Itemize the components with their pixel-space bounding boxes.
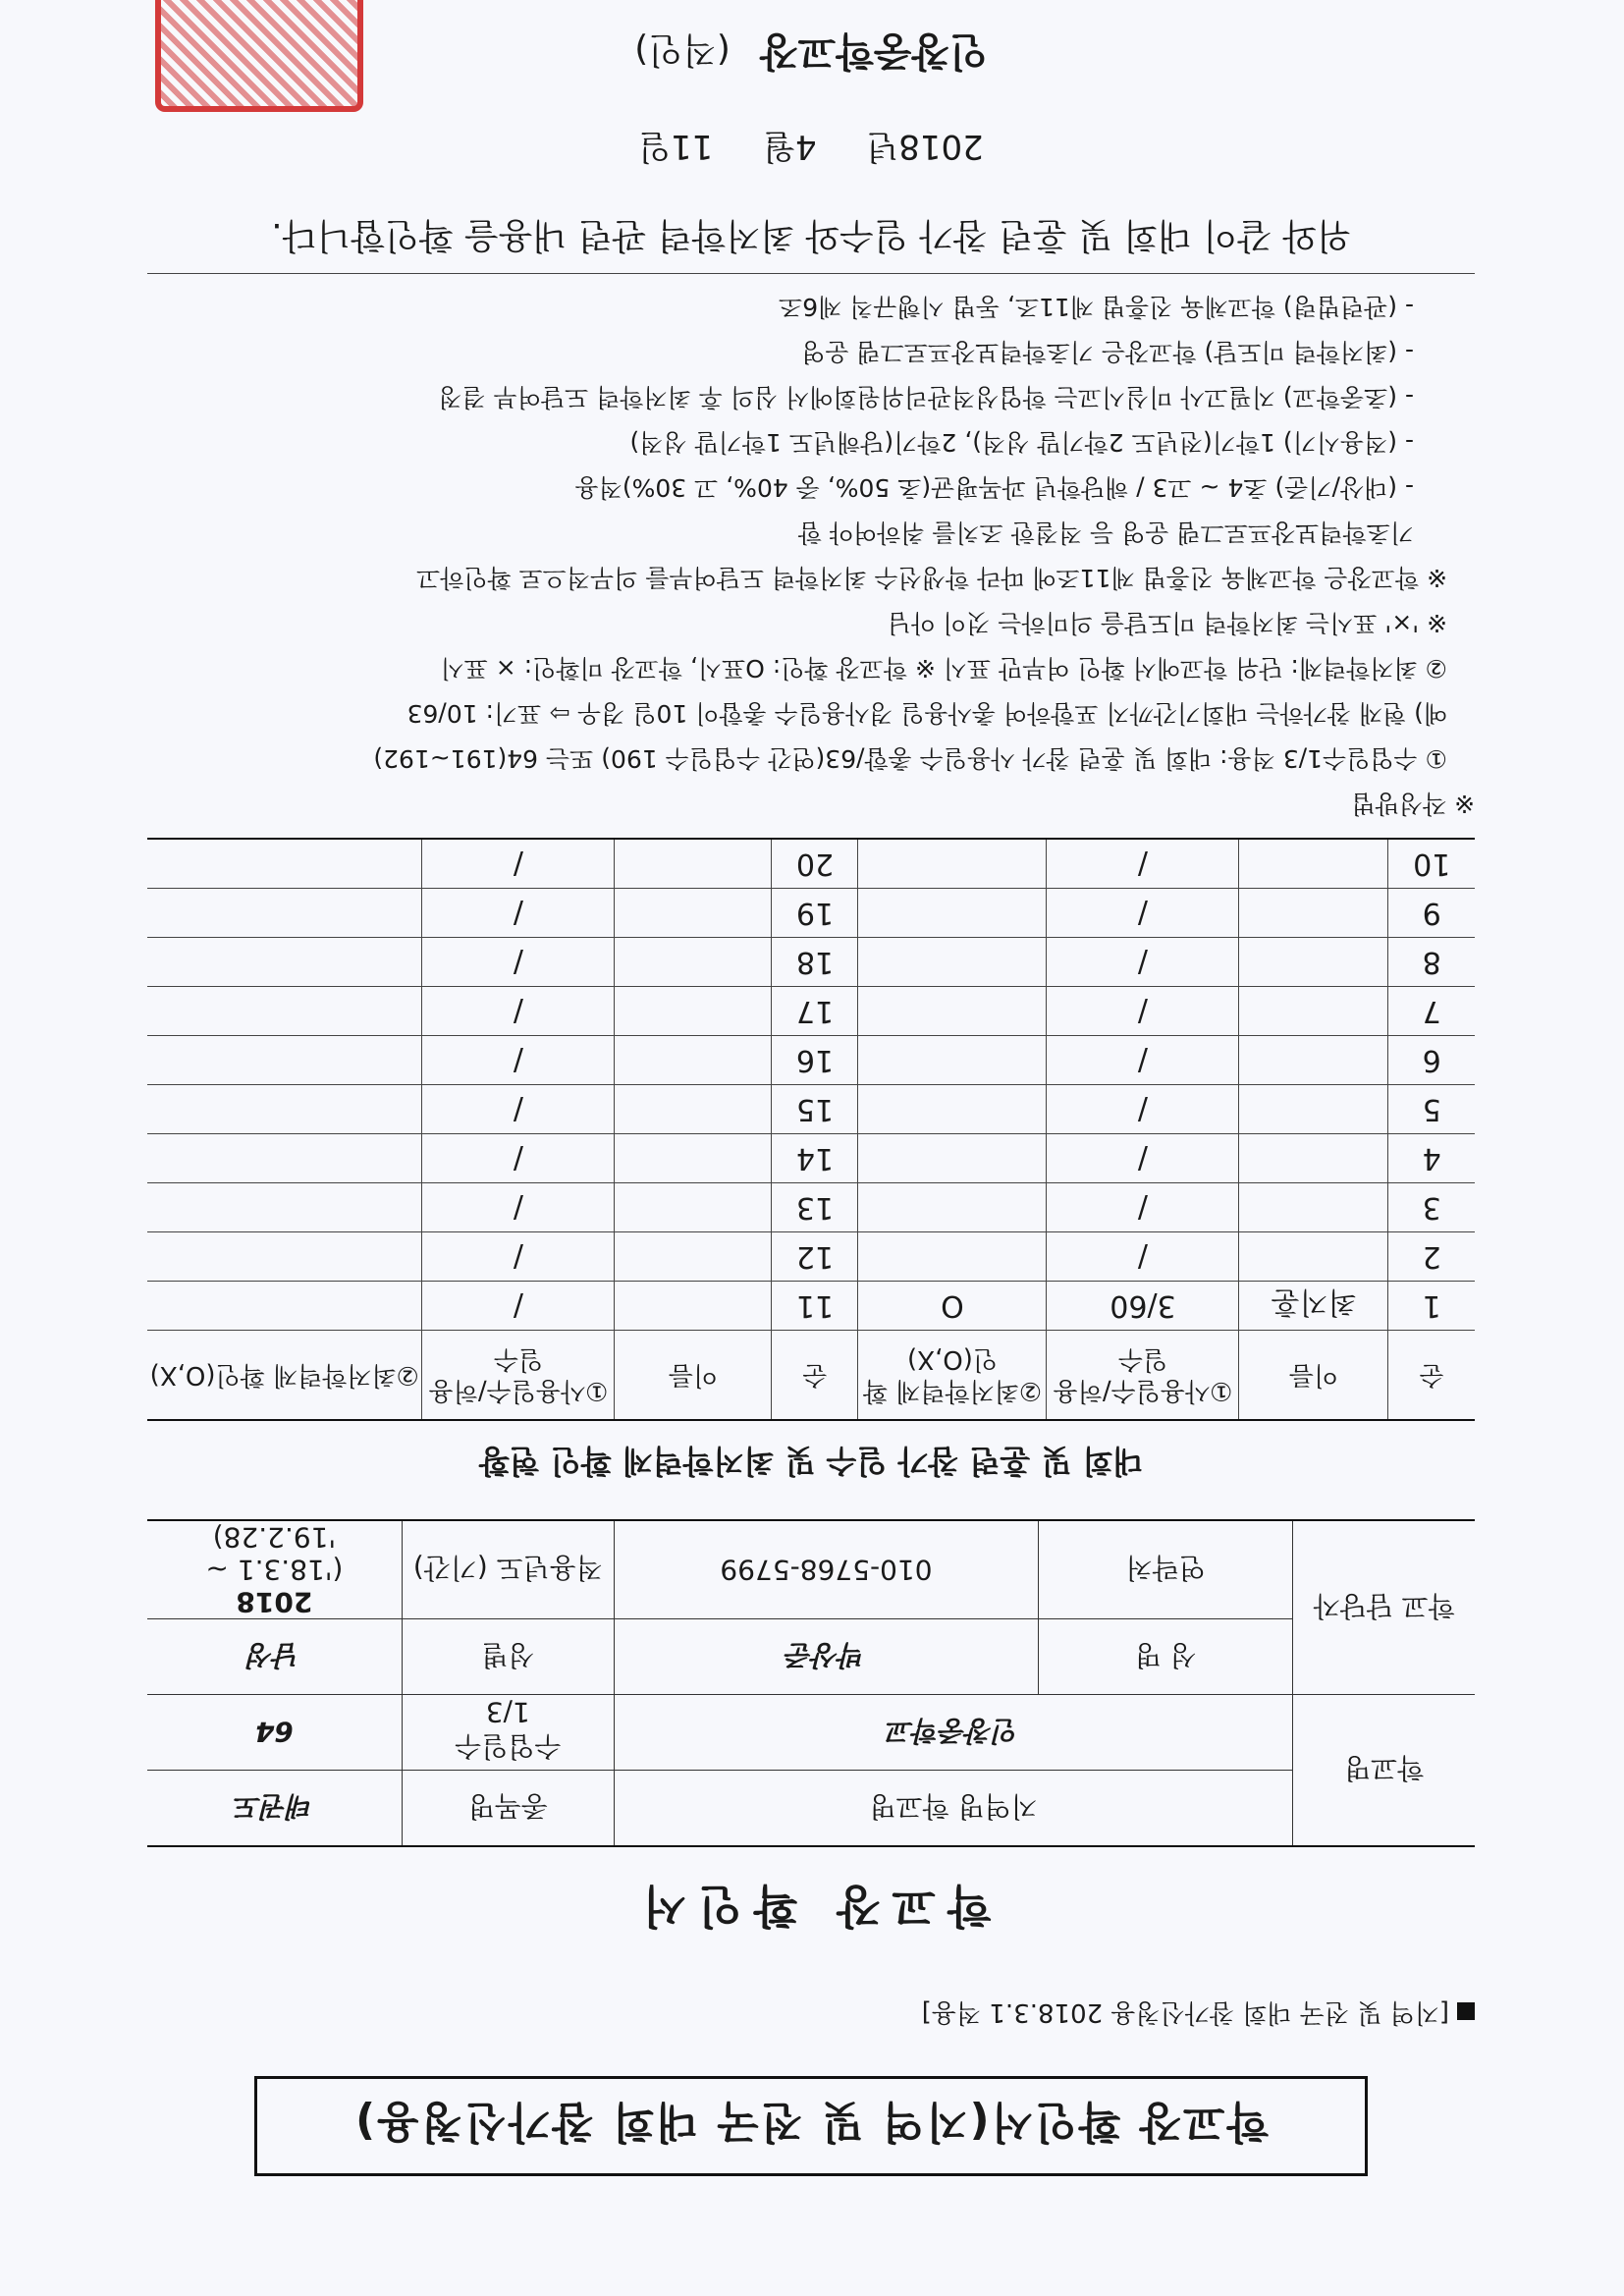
cell-no-left: 3 (1388, 1183, 1475, 1232)
cell-check-left (858, 987, 1047, 1036)
cell-check-left (858, 839, 1047, 889)
cell-name-left (1239, 938, 1388, 987)
cell-no-left: 7 (1388, 987, 1475, 1036)
note-line: ② 최저학력제: 단위 학교에서 확인 여부만 표시 ※ 학교장 확인: O표시, 학교장 미확인: × 표시 (440, 654, 1447, 683)
cell-name-left (1239, 1183, 1388, 1232)
issue-date (147, 126, 1475, 174)
days-label: 수업일수 (455, 1730, 562, 1764)
col-name-right: 이름 (615, 1331, 772, 1421)
main-title: 학교장 확인서 (630, 1880, 992, 1933)
cell-name-right (615, 889, 772, 938)
cell-used-right: / (422, 1134, 615, 1183)
date-year: 2018년 (866, 127, 984, 166)
cell-name-right (615, 1134, 772, 1183)
note-line: ① 수업일수1/3 적용: 대회 및 훈련 참가 사용일수 총합/63(연간 수업일수 190) 또는 64(191~192) (373, 744, 1447, 773)
cell-used-left: / (1047, 1134, 1239, 1183)
days-value: 64 (147, 1695, 402, 1771)
cell-check-left (858, 1036, 1047, 1085)
cell-name-right (615, 938, 772, 987)
cell-used-right: / (422, 1036, 615, 1085)
participation-row (147, 1036, 1475, 1085)
participation-row (147, 1183, 1475, 1232)
cell-check-left: O (858, 1282, 1047, 1331)
cell-no-left: 5 (1388, 1085, 1475, 1134)
application-scope-note (147, 1996, 1475, 2033)
cell-used-left: / (1047, 1232, 1239, 1282)
name-label: 성 명 (1039, 1619, 1293, 1695)
cell-no-left: 4 (1388, 1134, 1475, 1183)
cell-no-right: 11 (772, 1282, 858, 1331)
note-line: - (대상/기준) 초4 ~ 고3 / 해당학년 과목평균(초 50%, 중 40%, 고 30%)적용 (574, 473, 1414, 502)
event-value: 태권도 (147, 1771, 402, 1847)
cell-no-left: 1 (1388, 1282, 1475, 1331)
cell-used-right: / (422, 1282, 615, 1331)
document-body (147, 0, 1475, 2176)
col-no-right: 순 (772, 1331, 858, 1421)
note-line: - (초중학교) 지필고사 미실시교는 학업성적관리위원회에서 심의 후 최저학력 도달여부 결정 (438, 383, 1414, 411)
participation-row (147, 839, 1475, 889)
note-line: ※ 작성방법 (1351, 790, 1475, 818)
cell-no-right: 20 (772, 839, 858, 889)
participation-header-row (147, 1331, 1475, 1421)
cell-no-right: 13 (772, 1183, 858, 1232)
cell-used-left: / (1047, 839, 1239, 889)
seal-label: (직인) (634, 29, 731, 70)
cell-check-left (858, 889, 1047, 938)
cell-no-right: 12 (772, 1232, 858, 1282)
cell-check-right (147, 1085, 422, 1134)
cell-used-right: / (422, 938, 615, 987)
cell-no-left: 2 (1388, 1232, 1475, 1282)
days-ratio: 1/3 (485, 1696, 530, 1729)
name-value: 박상준 (614, 1619, 1038, 1695)
cell-no-right: 17 (772, 987, 858, 1036)
notes-section (147, 284, 1475, 826)
year-range: ('18.3.1 ~ '19.2.28) (205, 1521, 344, 1586)
col-no-left: 순 (1388, 1331, 1475, 1421)
cell-name-left (1239, 1085, 1388, 1134)
cell-name-left (1239, 1232, 1388, 1282)
date-day: 11일 (638, 127, 714, 166)
square-bullet-icon (1457, 2002, 1475, 2020)
note-line: 기초학력보장프로그램 운영 등 적절한 조치를 취하여야 함 (797, 519, 1414, 547)
confirmation-statement: 위와 같이 대회 및 훈련 참가 일수와 최저학력 관련 내용을 확인합니다. (147, 213, 1475, 274)
cell-no-right: 19 (772, 889, 858, 938)
cell-name-right (615, 987, 772, 1036)
cell-used-right: / (422, 839, 615, 889)
region-school-value: 인창중학교 (614, 1695, 1292, 1771)
note-line: ※ '×' 표시는 최저학력 미도달을 의미하는 것이 아님 (887, 609, 1447, 637)
participation-row (147, 889, 1475, 938)
cell-name-left: 최지훈 (1239, 1282, 1388, 1331)
cell-check-left (858, 1085, 1047, 1134)
col-used-right: ①사용일수/허용일수 (422, 1331, 615, 1421)
cell-check-right (147, 1232, 422, 1282)
year-cell (147, 1520, 402, 1619)
cell-no-left: 10 (1388, 839, 1475, 889)
cell-check-right (147, 839, 422, 889)
participation-row (147, 1085, 1475, 1134)
cell-used-right: / (422, 1232, 615, 1282)
cell-no-right: 16 (772, 1036, 858, 1085)
cell-check-left (858, 938, 1047, 987)
note-line: 예) 현재 참가하는 대회기간까지 포함하여 총사용일 경사용일수 총합이 10일 경우 ⇨ 표기: 10/63 (406, 699, 1447, 728)
participation-row (147, 1134, 1475, 1183)
cell-name-right (615, 839, 772, 889)
col-check-left: ②최저학력제 확인(O,X) (858, 1331, 1047, 1421)
year-value: 2018 (236, 1586, 313, 1618)
participation-row (147, 1282, 1475, 1331)
cell-used-left: / (1047, 938, 1239, 987)
year-label: 적용년도 (기간) (402, 1520, 614, 1619)
cell-name-left (1239, 1134, 1388, 1183)
cell-check-right (147, 1036, 422, 1085)
official-seal-stamp (155, 0, 363, 112)
note-line: - (관련법령) 학교체육 진흥법 제11조, 동법 시행규칙 제6조 (779, 293, 1414, 321)
cell-name-left (1239, 987, 1388, 1036)
note-line: ※ 학교장은 학교체육 진흥법 제11조에 따라 학생선수 최저학력 도달여부를 의무적으로 확인하고 (416, 564, 1447, 592)
manager-label: 학교 담당자 (1293, 1520, 1475, 1695)
document-title: 학교장 확인서(지역 및 전국 대회 참가신청용) (254, 2076, 1368, 2176)
cell-name-right (615, 1036, 772, 1085)
cell-check-left (858, 1232, 1047, 1282)
gender-value: 남성 (147, 1619, 402, 1695)
cell-name-right (615, 1183, 772, 1232)
cell-name-left (1239, 889, 1388, 938)
note-line: - (최저학력 미도달) 학교장은 기초학력보장프로그램 운영 (801, 338, 1414, 366)
cell-name-right (615, 1282, 772, 1331)
event-label: 종목명 (402, 1771, 614, 1847)
cell-no-left: 6 (1388, 1036, 1475, 1085)
cell-name-left (1239, 839, 1388, 889)
cell-no-right: 18 (772, 938, 858, 987)
cell-no-left: 8 (1388, 938, 1475, 987)
cell-used-left: / (1047, 1036, 1239, 1085)
cell-used-left: 3/60 (1047, 1282, 1239, 1331)
col-name-left: 이름 (1239, 1331, 1388, 1421)
contact-label: 연락처 (1039, 1520, 1293, 1619)
school-label: 학교명 (1293, 1695, 1475, 1847)
cell-name-right (615, 1085, 772, 1134)
cell-check-right (147, 1183, 422, 1232)
cell-used-right: / (422, 1183, 615, 1232)
cell-used-left: / (1047, 889, 1239, 938)
gender-label: 성별 (402, 1619, 614, 1695)
participation-row (147, 1232, 1475, 1282)
principal-name: 인창중학교장 (759, 28, 988, 74)
cell-no-right: 14 (772, 1134, 858, 1183)
cell-check-right (147, 987, 422, 1036)
cell-check-right (147, 1134, 422, 1183)
cell-name-right (615, 1232, 772, 1282)
region-school-label: 지역명 학교명 (614, 1771, 1292, 1847)
cell-used-right: / (422, 889, 615, 938)
participation-table (147, 838, 1475, 1421)
contact-value: 010-5768-5799 (614, 1520, 1038, 1619)
participation-rows (147, 839, 1475, 1331)
cell-no-right: 15 (772, 1085, 858, 1134)
participation-row (147, 938, 1475, 987)
participation-row (147, 987, 1475, 1036)
cell-used-right: / (422, 987, 615, 1036)
cell-used-left: / (1047, 1085, 1239, 1134)
cell-no-left: 9 (1388, 889, 1475, 938)
school-info-table (147, 1519, 1475, 1847)
cell-check-right (147, 1282, 422, 1331)
section-title: 대회 및 훈련 참가 일수 및 최저학력제 확인 현황 (478, 1443, 1144, 1480)
cell-check-left (858, 1134, 1047, 1183)
cell-check-right (147, 889, 422, 938)
date-month: 4월 (763, 127, 817, 166)
col-used-left: ①사용일수/허용일수 (1047, 1331, 1239, 1421)
cell-used-left: / (1047, 987, 1239, 1036)
cell-name-left (1239, 1036, 1388, 1085)
application-scope-text: [지역 및 전국 대회 참가신청용 2018.3.1 적용] (921, 1997, 1449, 2027)
days-cell (402, 1695, 614, 1771)
cell-check-left (858, 1183, 1047, 1232)
note-line: - (적용시기) 1학기(전년도 2학기말 성적), 2학기(당해년도 1학기말 성적) (629, 428, 1414, 457)
col-check-right: ②최저학력제 확인(O,X) (147, 1331, 422, 1421)
cell-check-right (147, 938, 422, 987)
cell-used-left: / (1047, 1183, 1239, 1232)
cell-used-right: / (422, 1085, 615, 1134)
